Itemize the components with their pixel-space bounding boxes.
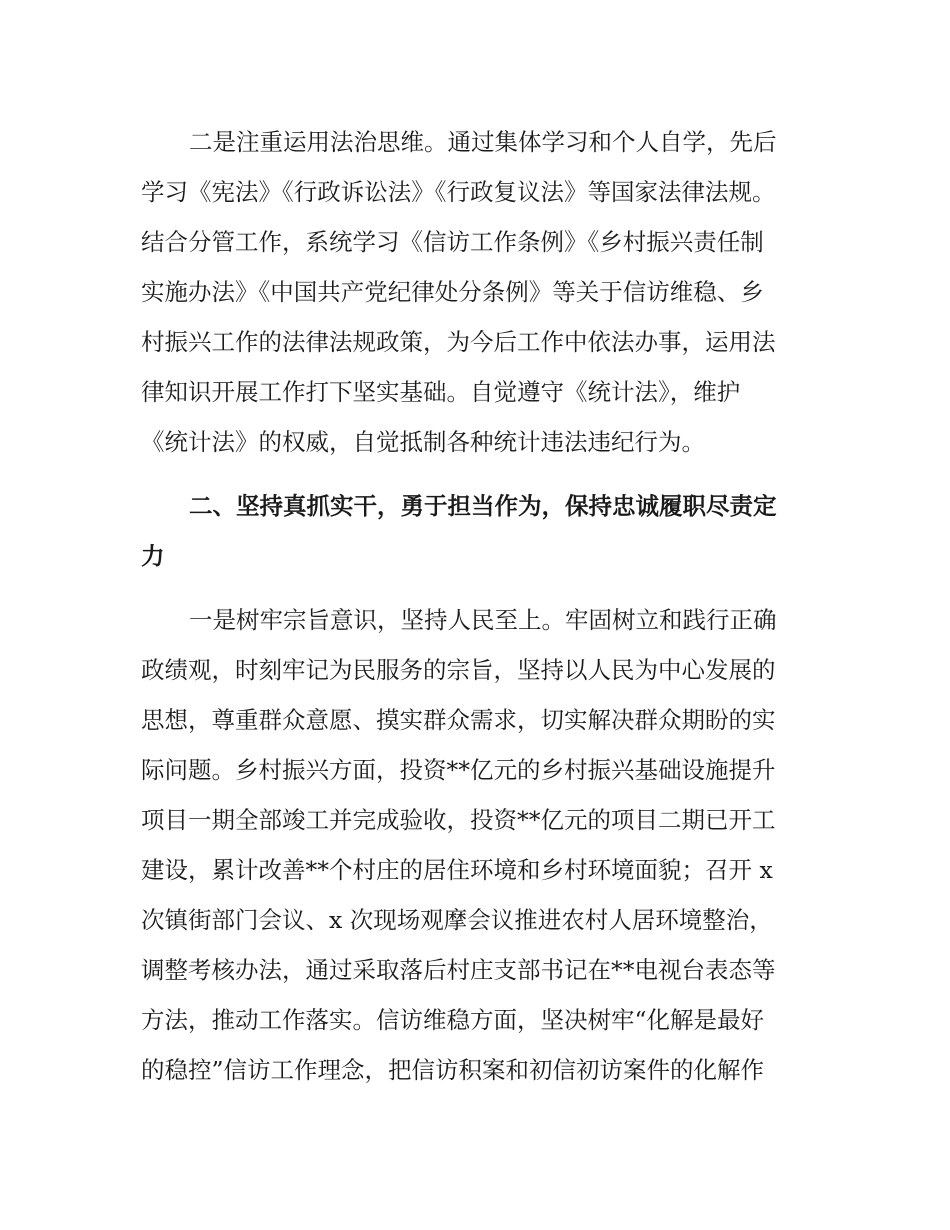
paragraph-line: 项目一期全部竣工并完成验收，投资**亿元的项目二期已开工: [141, 806, 776, 834]
paragraph-line: 学习《宪法》《行政诉讼法》《行政复议法》等国家法律法规。: [141, 178, 776, 206]
paragraph-line: 际问题。乡村振兴方面，投资**亿元的乡村振兴基础设施提升: [141, 756, 776, 784]
paragraph-line: 《统计法》的权威，自觉抵制各种统计违法违纪行为。: [141, 428, 705, 456]
paragraph-line: 思想，尊重群众意愿、摸实群众需求，切实解决群众期盼的实: [141, 706, 776, 734]
heading-line: 力: [141, 542, 165, 570]
paragraph-line: 次镇街部门会议、x 次现场观摩会议推进农村人居环境整治，: [141, 906, 773, 934]
paragraph-line: 建设，累计改善**个村庄的居住环境和乡村环境面貌；召开 x: [141, 856, 773, 884]
paragraph-line: 结合分管工作，系统学习《信访工作条例》《乡村振兴责任制: [141, 228, 764, 256]
heading-line: 二、坚持真抓实干，勇于担当作为，保持忠诚履职尽责定: [189, 492, 777, 520]
paragraph-line: 律知识开展工作打下坚实基础。自觉遵守《统计法》，维护: [141, 378, 741, 406]
paragraph-line: 方法，推动工作落实。信访维稳方面，坚决树牢“化解是最好: [141, 1006, 765, 1034]
paragraph-line: 一是树牢宗旨意识，坚持人民至上。牢固树立和践行正确: [189, 606, 777, 634]
paragraph-line: 政绩观，时刻牢记为民服务的宗旨，坚持以人民为中心发展的: [141, 656, 776, 684]
paragraph-line: 的稳控”信访工作理念，把信访积案和初信初访案件的化解作: [141, 1056, 765, 1084]
paragraph-line: 调整考核办法，通过采取落后村庄支部书记在**电视台表态等: [141, 956, 776, 984]
paragraph-line: 实施办法》《中国共产党纪律处分条例》等关于信访维稳、乡: [141, 278, 764, 306]
paragraph-line: 二是注重运用法治思维。通过集体学习和个人自学，先后: [189, 128, 777, 156]
paragraph-line: 村振兴工作的法律法规政策，为今后工作中依法办事，运用法: [141, 328, 776, 356]
